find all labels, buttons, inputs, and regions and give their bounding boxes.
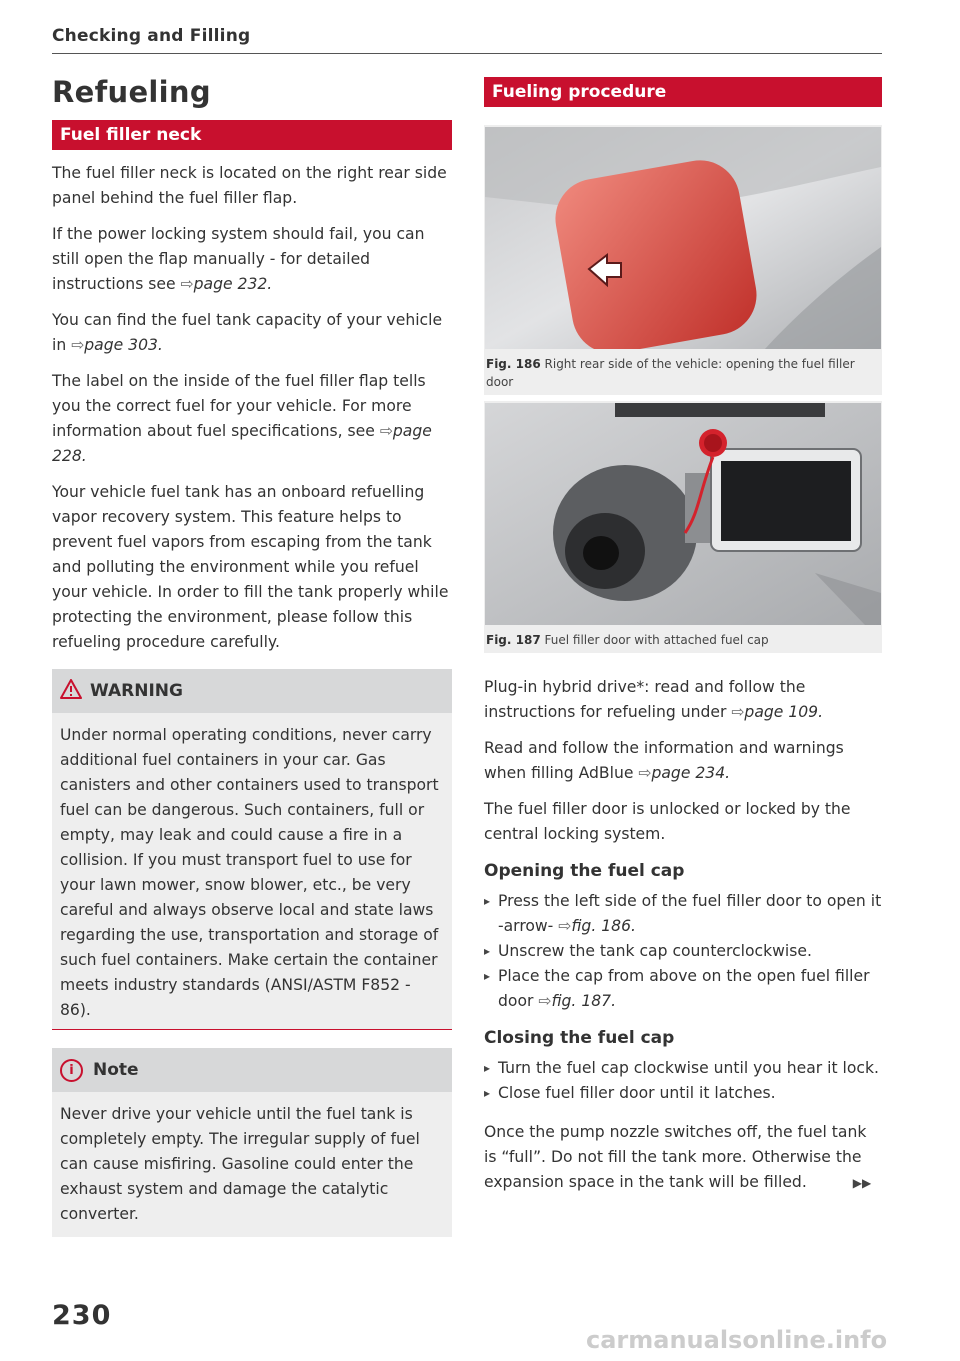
subsection-bar-fuel-filler-neck: Fuel filler neck — [52, 120, 452, 150]
note-box — [52, 1048, 452, 1237]
figure-reference-link[interactable]: ⇨fig. 187. — [538, 992, 617, 1010]
page-reference-link[interactable]: ⇨page 228. — [52, 422, 432, 465]
paragraph: Once the pump nozzle switches off, the fuel tank is “full”. Do not fill the tank more. Otherwise the expansion space in the tank will be filled. ▶▶ — [484, 1120, 882, 1196]
list-item: ▸ Press the left side of the fuel filler door to open it -arrow- ⇨fig. 186. — [484, 889, 882, 939]
figure-186 — [484, 125, 882, 395]
header-rule — [52, 53, 882, 54]
reference-arrow-icon: ⇨ — [71, 336, 85, 354]
reference-arrow-icon: ⇨ — [558, 917, 572, 935]
subheading-closing-fuel-cap: Closing the fuel cap — [484, 1028, 675, 1048]
reference-arrow-icon: ⇨ — [638, 764, 652, 782]
right-column — [484, 74, 882, 1207]
fuel-door-open-photo — [485, 403, 881, 625]
page-reference-link[interactable]: ⇨page 232. — [180, 275, 273, 293]
paragraph: The fuel filler neck is located on the right rear side panel behind the fuel filler flap. — [52, 164, 447, 207]
figure-187-caption: Fig. 187 Fuel filler door with attached fuel cap — [486, 633, 769, 647]
watermark: carmanualsonline.info — [586, 1326, 888, 1354]
list-item: ▸ Turn the fuel cap clockwise until you hear it lock. — [484, 1056, 882, 1081]
note-body: Never drive your vehicle until the fuel tank is completely empty. The irregular supply of fuel can cause misfiring. Gasoline could enter the exhaust system and damage the catalytic converter. — [52, 1092, 452, 1237]
paragraph: Read and follow the information and warnings when filling AdBlue ⇨page 234. — [484, 739, 844, 782]
figure-reference-link[interactable]: ⇨fig. 186. — [558, 917, 636, 935]
paragraph: Plug-in hybrid drive*: read and follow the instructions for refueling under ⇨page 109. — [484, 678, 824, 721]
continue-arrow-icon: ▶▶ — [852, 1176, 872, 1190]
reference-arrow-icon: ⇨ — [180, 275, 194, 293]
opening-steps-list — [484, 889, 882, 1014]
section-title: Refueling — [52, 75, 211, 109]
note-header: i Note — [52, 1048, 452, 1092]
closing-steps-list — [484, 1056, 882, 1106]
paragraph: You can find the fuel tank capacity of your vehicle in ⇨page 303. — [52, 311, 443, 354]
reference-arrow-icon: ⇨ — [731, 703, 745, 721]
paragraph: Your vehicle fuel tank has an onboard refuelling vapor recovery system. This feature helps to prevent fuel vapors from escaping from the tank and polluting the environment while you refuel your vehicle. In order to fill the tank properly while protecting the environment, please follow this refueling procedure carefully. — [52, 483, 449, 651]
fuel-door-closed-photo — [485, 127, 881, 349]
list-item: ▸ Place the cap from above on the open fuel filler door ⇨fig. 187. — [484, 964, 882, 1014]
reference-arrow-icon: ⇨ — [379, 422, 393, 440]
paragraph: The fuel filler door is unlocked or locked by the central locking system. — [484, 800, 851, 843]
paragraph: If the power locking system should fail, you can still open the flap manually - for detailed instructions see ⇨page 232. — [52, 225, 425, 293]
paragraph: The label on the inside of the fuel filler flap tells you the correct fuel for your vehicle. For more information about fuel specifications, see ⇨page 228. — [52, 372, 432, 465]
warning-header: WARNING — [52, 669, 452, 713]
figure-186-caption: Fig. 186 Right rear side of the vehicle: opening the fuel filler door — [486, 357, 855, 389]
left-column — [52, 74, 452, 1237]
figure-187 — [484, 401, 882, 653]
page-number: 230 — [52, 1300, 112, 1331]
page-reference-link[interactable]: ⇨page 109. — [731, 703, 824, 721]
reference-arrow-icon: ⇨ — [538, 992, 552, 1010]
warning-triangle-icon — [60, 679, 82, 699]
info-circle-icon: i — [60, 1059, 83, 1082]
subheading-opening-fuel-cap: Opening the fuel cap — [484, 861, 685, 881]
warning-body: Under normal operating conditions, never carry additional fuel containers in your car. Gas canisters and other containers used to transport fuel can be dangerous. Such containers, full or empty, may leak and could cause a fire in a collision. If you must transport fuel to use for your lawn mower, snow blower, etc., be very careful and always observe local and state laws regarding the use, transportation and storage of such fuel containers. Make certain the container meets industry standards (ANSI/ASTM F852 - 86). — [52, 713, 452, 1029]
list-item: ▸ Close fuel filler door until it latches. — [484, 1081, 882, 1106]
page-reference-link[interactable]: ⇨page 234. — [638, 764, 731, 782]
warning-box — [52, 669, 452, 1030]
subsection-bar-fueling-procedure: Fueling procedure — [484, 77, 882, 107]
list-item: ▸ Unscrew the tank cap counterclockwise. — [484, 939, 882, 964]
page-reference-link[interactable]: ⇨page 303. — [71, 336, 163, 354]
running-header: Checking and Filling — [52, 26, 251, 46]
